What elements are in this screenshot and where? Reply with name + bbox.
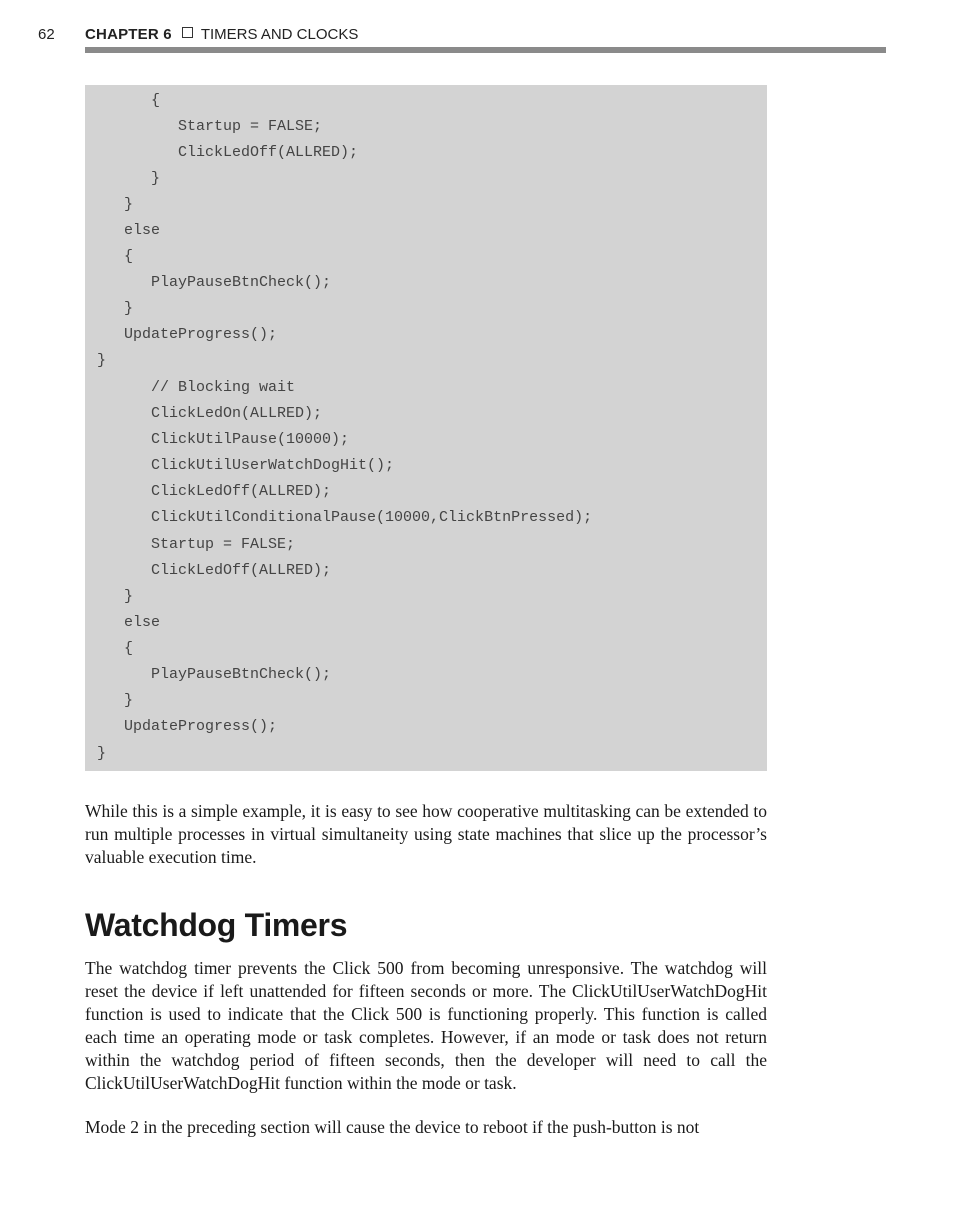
- body-paragraph: The watchdog timer prevents the Click 500 from becoming unresponsive. The watchdog will reset the device if left unattended for fifteen seconds or more. The ClickUtilUserWatchDogHit function is used to indicate that the Click 500 is functioning properly. This function is called each time an operating mode or task completes. However, if an mode or task does not return within the watchdog period of fifteen seconds, then the developer will need to call the ClickUtilUserWatchDogHit function within the mode or task.: [85, 958, 767, 1093]
- code-line: PlayPauseBtnCheck();: [97, 666, 332, 683]
- body-paragraph: While this is a simple example, it is easy to see how cooperative multitasking can be extended to run multiple processes in virtual simultaneity using state machines that slice up the processor’s valuable execution time.: [85, 801, 767, 867]
- code-line: ClickUtilPause(10000);: [97, 431, 350, 448]
- header-rule: [85, 47, 886, 53]
- square-separator-icon: [182, 27, 193, 38]
- code-line: ClickLedOn(ALLRED);: [97, 405, 323, 422]
- code-line: }: [97, 170, 161, 187]
- code-line: UpdateProgress();: [97, 326, 278, 343]
- code-line: Startup = FALSE;: [97, 118, 323, 135]
- code-line: }: [97, 745, 107, 762]
- section-heading: Watchdog Timers: [85, 907, 348, 943]
- code-line: }: [97, 300, 134, 317]
- running-header: [0, 0, 954, 56]
- body-paragraph: Mode 2 in the preceding section will cause the device to reboot if the push-button is not: [85, 1117, 700, 1137]
- page-number: 62: [38, 26, 55, 43]
- code-line: ClickUtilUserWatchDogHit();: [97, 457, 395, 474]
- code-line: }: [97, 352, 107, 369]
- code-line: ClickLedOff(ALLRED);: [97, 483, 332, 500]
- code-listing: [85, 85, 767, 771]
- code-line: UpdateProgress();: [97, 718, 278, 735]
- code-line: }: [97, 588, 134, 605]
- chapter-label: CHAPTER 6: [85, 26, 172, 43]
- code-line: {: [97, 640, 134, 657]
- code-line: else: [97, 222, 161, 239]
- chapter-title: TIMERS AND CLOCKS: [200, 26, 359, 43]
- code-line: ClickLedOff(ALLRED);: [97, 144, 359, 161]
- code-line: }: [97, 196, 134, 213]
- code-line: ClickLedOff(ALLRED);: [97, 562, 332, 579]
- code-line: {: [97, 92, 161, 109]
- code-line: PlayPauseBtnCheck();: [97, 274, 332, 291]
- code-line: }: [97, 692, 134, 709]
- code-line: // Blocking wait: [97, 379, 296, 396]
- code-line: ClickUtilConditionalPause(10000,ClickBtnPressed);: [97, 509, 593, 526]
- chapter-heading: [85, 26, 358, 43]
- code-line: {: [97, 248, 134, 265]
- code-line: else: [97, 614, 161, 631]
- code-line: Startup = FALSE;: [97, 536, 296, 553]
